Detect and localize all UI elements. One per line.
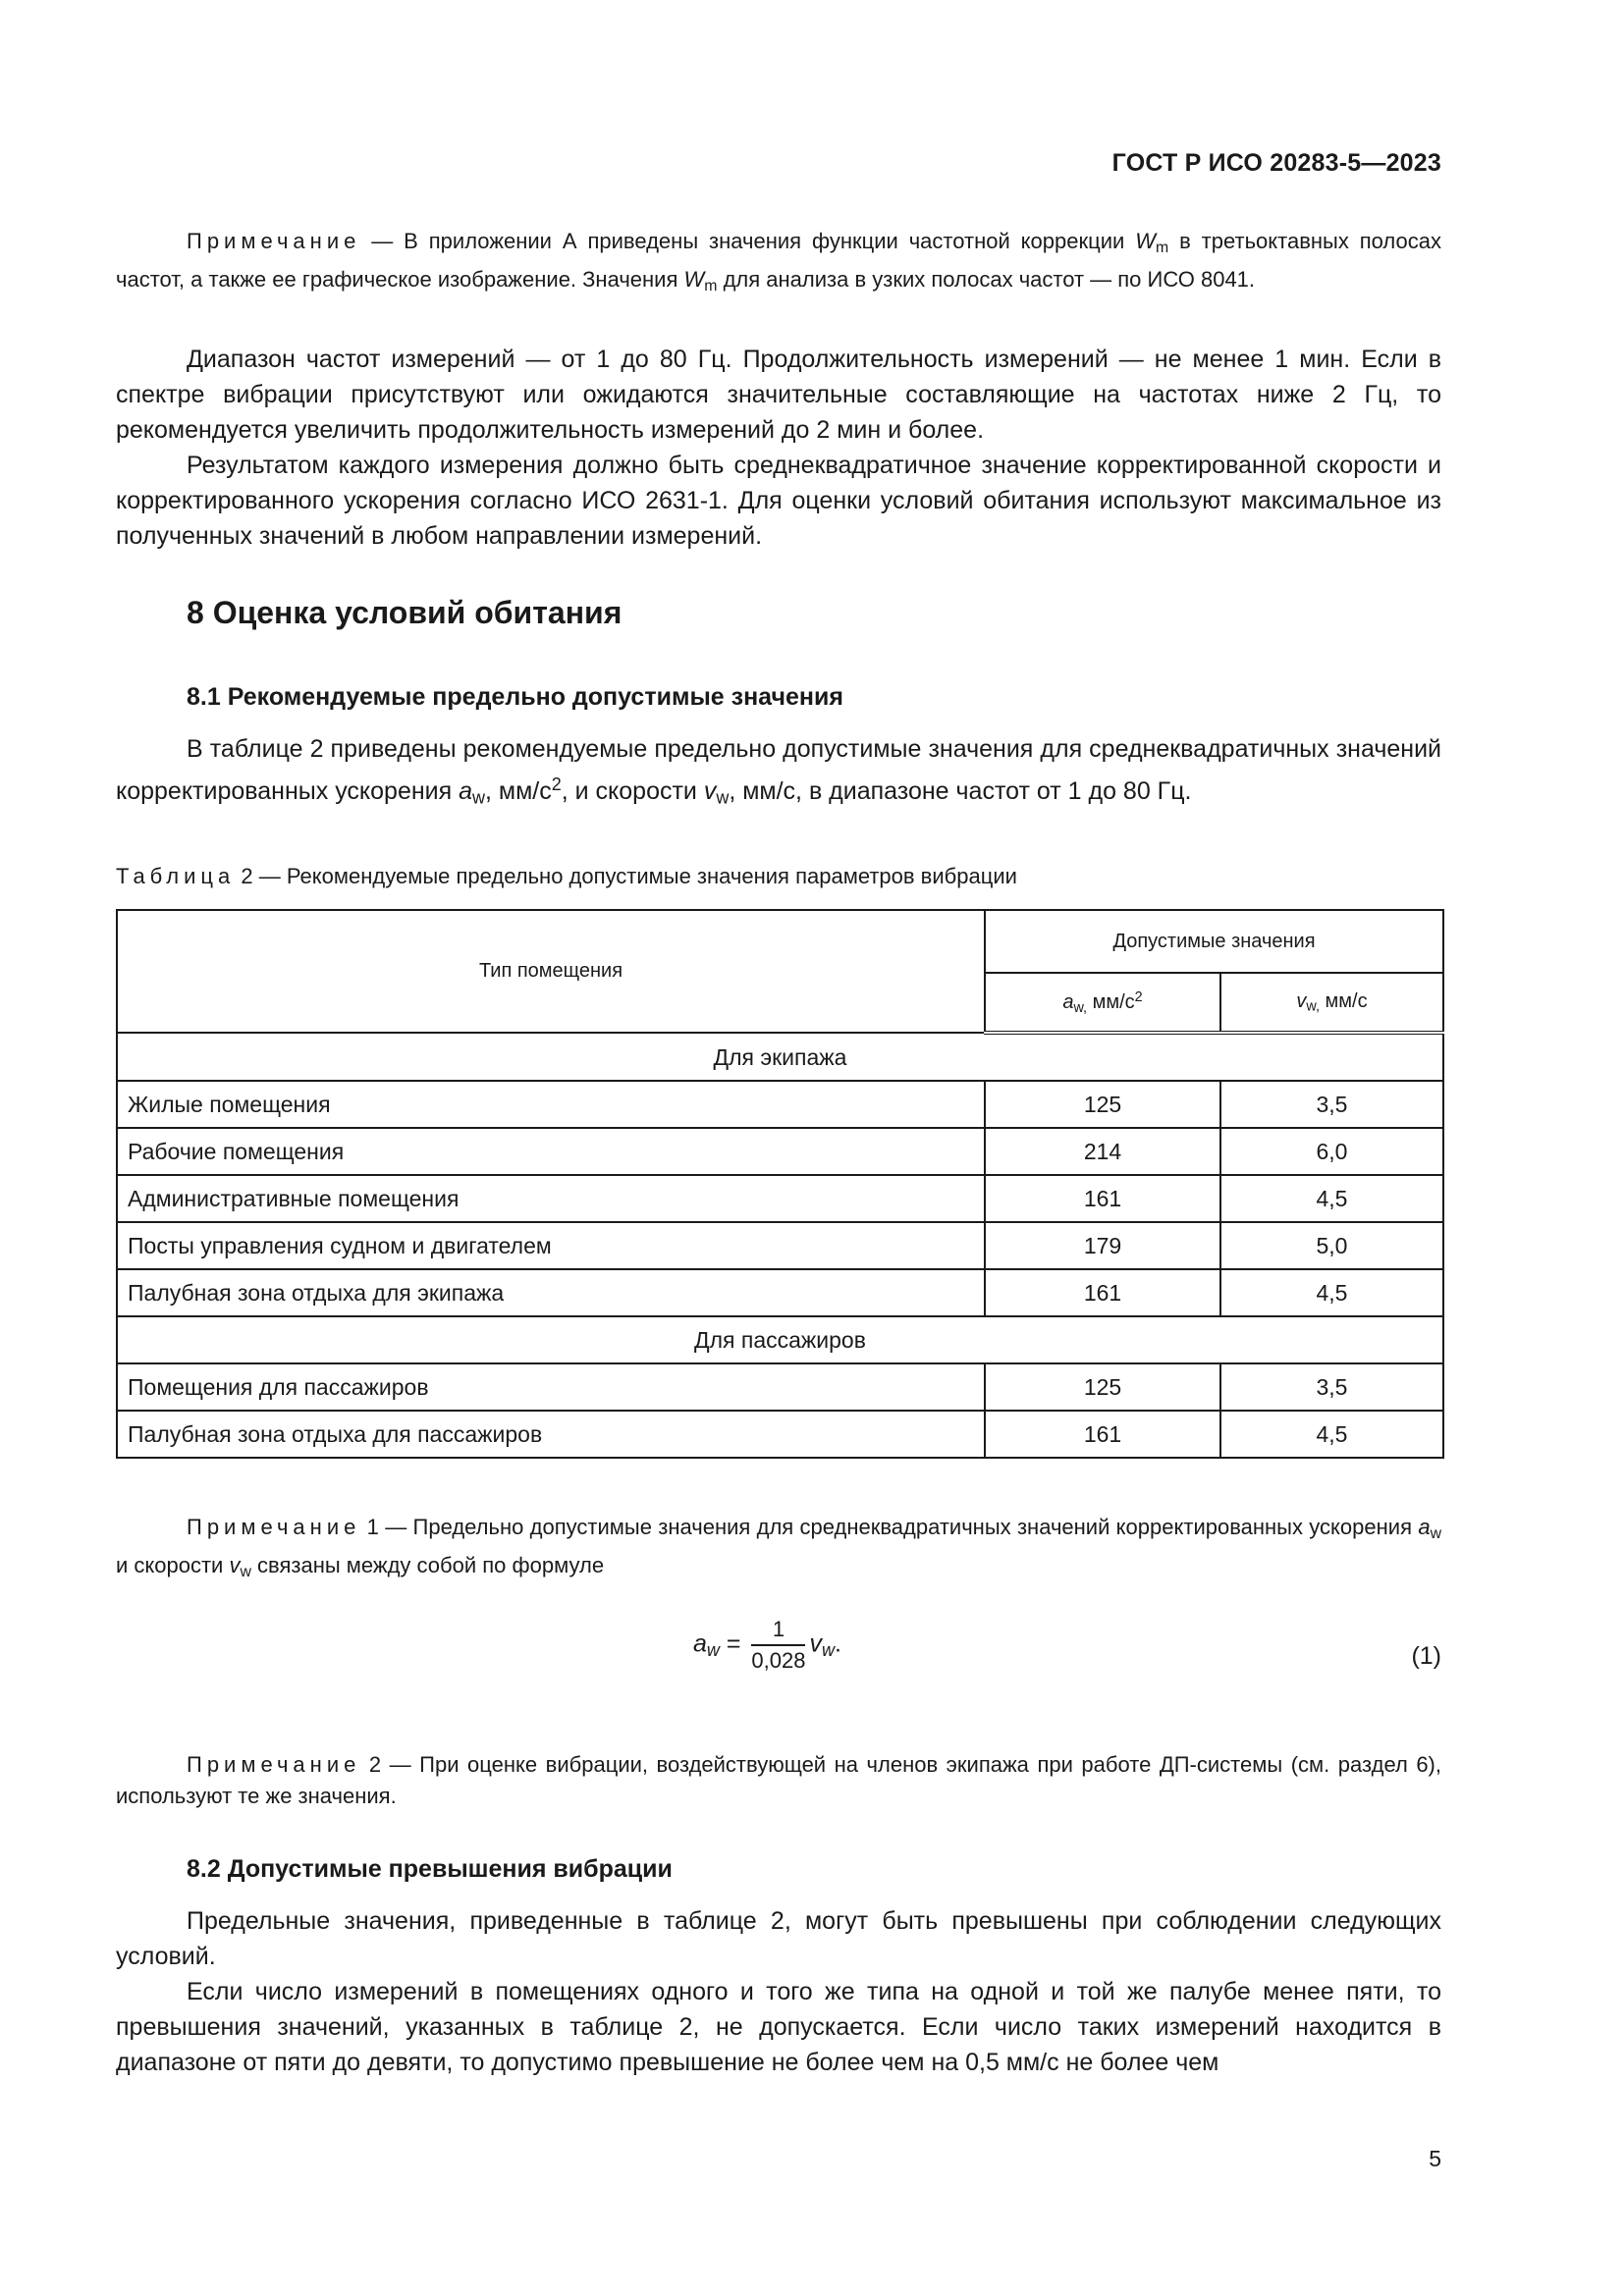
formula-number: (1) [1411,1642,1441,1670]
paragraph: В таблице 2 приведены рекомендуемые предельно допустимые значения для среднеквадратичных значений корректированных ускорения $a_w$, $мм/с^2$, и скорости $v_w$, мм/с, в диапазоне частот от 1 до 80 Гц. [116,735,1441,808]
vibration-limits-table [116,909,1444,1459]
formula-block [116,1615,1441,1703]
paragraph: Результатом каждого измерения должно быть среднеквадратичное значение корректированной скорости и корректированного ускорения согласно ИСО 2631-1. Для оценки условий обитания используют максимальное из полученных значений в любом направлении измерений. [116,452,1441,550]
intro-note: Примечание — В приложении А приведены значения функции частотной коррекции $W_m$ в третьоктавных полосах частот, а также ее графическое изображение. Значения $W_m$ для анализа в узких полосах частот — по ИСО 8041. [116,229,1441,294]
table-row: Палубная зона отдыха для экипажа 161 4,5 [117,1269,1443,1316]
section-8-1 [116,683,1441,816]
column-header-v: $v_{w,}$ мм/с [1220,973,1443,1033]
note-label: Примечание [187,229,361,253]
note-1: Примечание 1 — Предельно допустимые значения для среднеквадратичных значений корректированных ускорения $a_w$ и скорости $v_w$ связаны между собой по формуле [116,1515,1441,1580]
section-title: 8 Оценка условий обитания [187,595,623,630]
table-group-row: Для пассажиров [117,1316,1443,1363]
note-2: Примечание 2 — При оценке вибрации, воздействующей на членов экипажа при работе ДП-системы (см. раздел 6), используют те же значения. [116,1752,1441,1808]
body-paragraphs [116,342,1441,554]
subsection-title: 8.1 Рекомендуемые предельно допустимые значения [187,683,843,711]
table-row: Помещения для пассажиров 125 3,5 [117,1363,1443,1411]
table-row: Посты управления судном и двигателем 179 5,0 [117,1222,1443,1269]
table-row: Рабочие помещения 214 6,0 [117,1128,1443,1175]
formula: $a_w$ = $\frac{1}{0,028}$ $v_w$. [693,1617,841,1673]
subsection-title: 8.2 Допустимые превышения вибрации [187,1855,673,1883]
table-row: Административные помещения 161 4,5 [117,1175,1443,1222]
table-group-row: Для экипажа [117,1033,1443,1081]
table-row: Жилые помещения 125 3,5 [117,1081,1443,1128]
section-8 [116,595,1441,631]
column-header-allowed: Допустимые значения [985,910,1443,973]
page-number: 5 [1429,2146,1441,2171]
paragraph: Предельные значения, приведенные в таблице 2, могут быть превышены при соблюдении следующих условий. [116,1907,1441,1970]
vibration-table-wrapper [116,909,1441,1459]
paragraph: Диапазон частот измерений — от 1 до 80 Гц. Продолжительность измерений — не менее 1 мин. Если в спектре вибрации присутствуют или ожидаются значительные составляющие на частотах ниже 2 Гц, то рекомендуется увеличить продолжительность измерений до 2 мин и более. [116,346,1441,444]
table-row: Палубная зона отдыха для пассажиров 161 4,5 [117,1411,1443,1458]
document-code: ГОСТ Р ИСО 20283-5—2023 [1111,149,1441,177]
column-header-a: $a_{w,}$ $мм/с^2$ [985,973,1220,1033]
section-8-2 [116,1855,1441,2080]
paragraph: Если число измерений в помещениях одного и того же типа на одной и той же палубе менее пяти, то превышения значений, указанных в таблице 2, не допускается. Если число таких измерений находится в диапазоне от пяти до девяти, то допустимо превышение не более чем на 0,5 мм/с не более чем [116,1978,1441,2076]
table-caption: Таблица 2 — Рекомендуемые предельно допустимые значения параметров вибрации [116,864,1017,888]
column-header-room: Тип помещения [117,910,985,1033]
